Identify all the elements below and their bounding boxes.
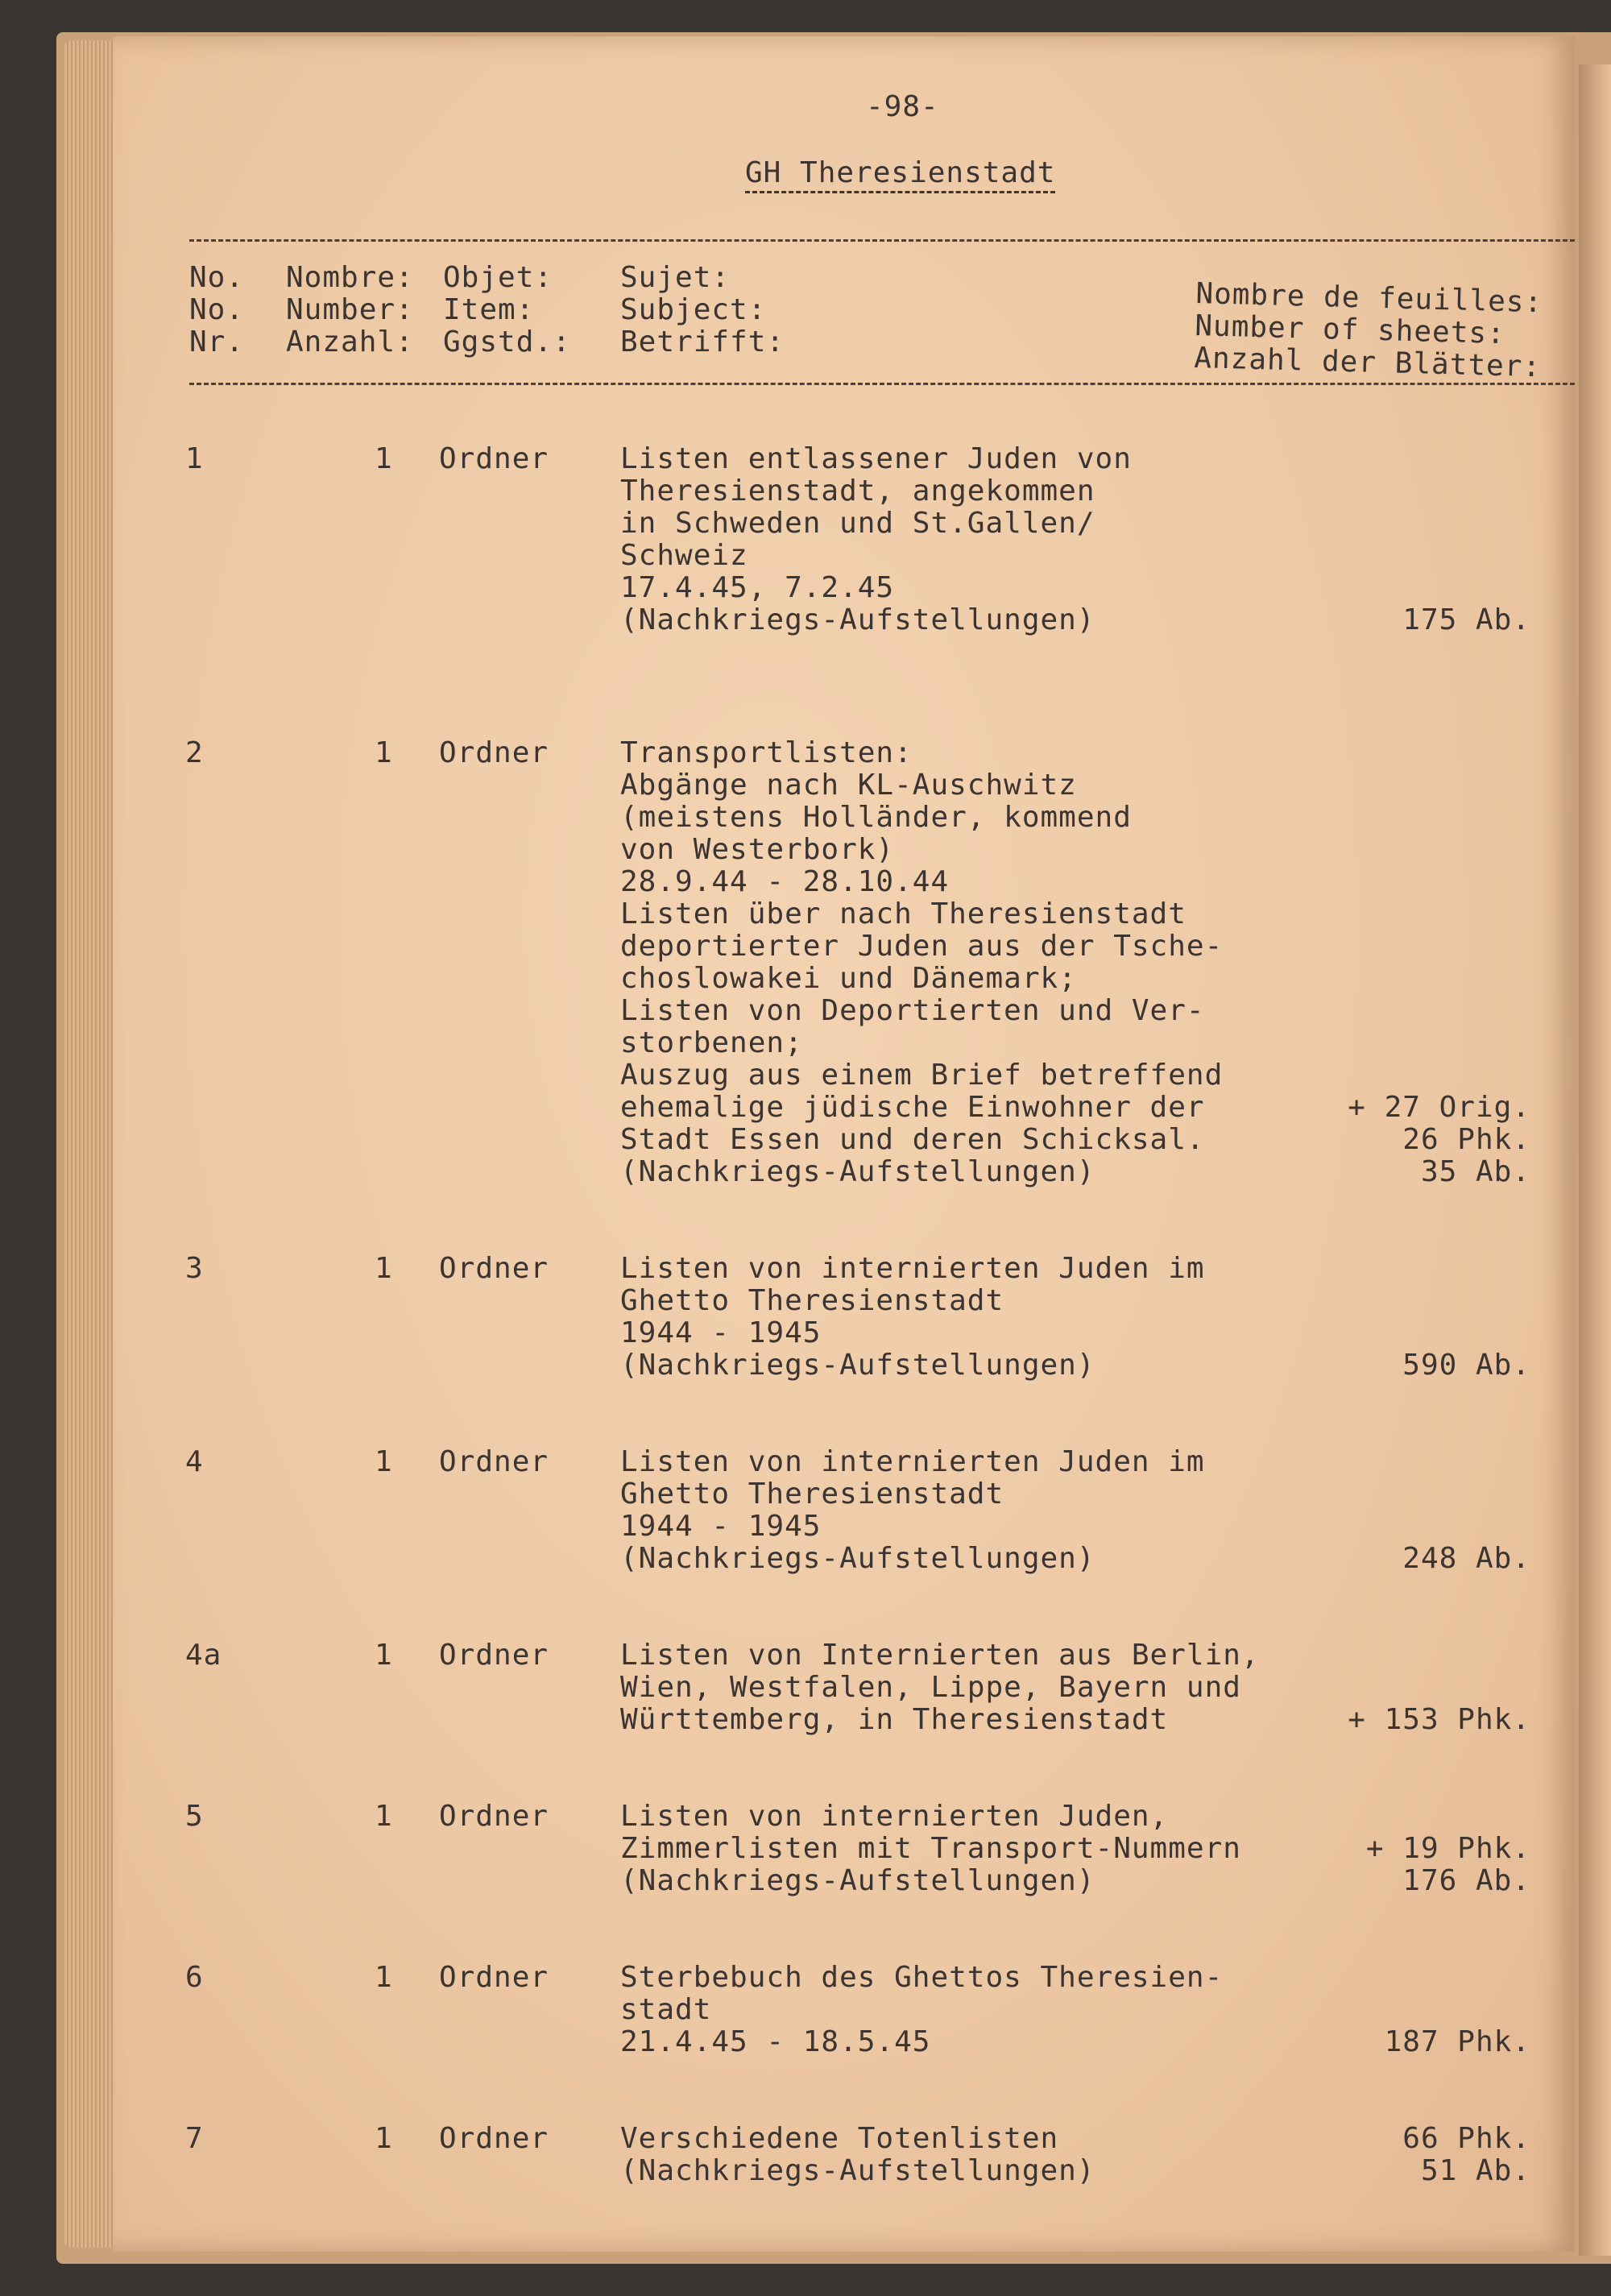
entry-subject-line: Abgänge nach KL-Auschwitz	[620, 769, 1077, 802]
entry-sheets-line	[1305, 995, 1530, 1027]
entry-subject	[620, 443, 1132, 636]
header-rule-bottom	[189, 383, 1575, 385]
entry-count: 1	[375, 1639, 393, 1672]
column-header-line: Ggstd.:	[443, 325, 571, 358]
entry-subject-line: ehemalige jüdische Einwohner der	[620, 1091, 1205, 1124]
entry-subject	[620, 1446, 1205, 1575]
entry-sheets-line: 248 Ab.	[1402, 1542, 1530, 1575]
entry-sheets-line: 66 Phk.	[1402, 2122, 1530, 2155]
entry-subject-line: (meistens Holländer, kommend	[620, 801, 1132, 834]
entry-sheets-line	[1305, 1317, 1530, 1349]
entry-subject	[620, 1801, 1241, 1897]
entry-sheets-line	[1305, 1059, 1530, 1092]
entry-subject-line: Theresienstadt, angekommen	[620, 475, 1095, 508]
entry-subject-line: 17.4.45, 7.2.45	[620, 571, 895, 604]
entry-subject-line: (Nachkriegs-Aufstellungen)	[620, 1155, 1095, 1188]
entry-subject-line: (Nachkriegs-Aufstellungen)	[620, 1542, 1095, 1575]
entry-count: 1	[375, 1800, 393, 1833]
entry-sheets-line: 51 Ab.	[1420, 2154, 1530, 2187]
entry-subject-line: Listen entlassener Juden von	[620, 442, 1132, 475]
entry-sheets	[1305, 1446, 1530, 1575]
entry-number: 6	[185, 1961, 204, 1994]
header-rule-top	[189, 239, 1575, 242]
facing-page-edge	[1579, 64, 1611, 2256]
column-header-sheets	[1194, 278, 1543, 383]
column-header-line: No.	[189, 293, 245, 326]
entry-subject-line: Listen über nach Theresienstadt	[620, 897, 1187, 930]
entry-subject-line: Listen von Internierten aus Berlin,	[620, 1639, 1260, 1672]
entry-sheets	[1305, 1253, 1530, 1382]
entry-subject-line: Ghetto Theresienstadt	[620, 1284, 1004, 1317]
entry-sheets-line	[1305, 475, 1530, 508]
entry-sheets-line	[1305, 1446, 1530, 1478]
column-header-item	[443, 262, 571, 358]
entry-sheets-line	[1305, 1285, 1530, 1317]
column-header-line: Item:	[443, 293, 535, 326]
entry-count: 1	[375, 1252, 393, 1285]
entry-subject-line: Auszug aus einem Brief betreffend	[620, 1059, 1224, 1092]
entry-subject-line: storbenen;	[620, 1026, 803, 1059]
entry-subject-line: deportierter Juden aus der Tsche-	[620, 930, 1224, 963]
entry-sheets-line: + 19 Phk.	[1365, 1832, 1530, 1865]
entry-subject-line: Listen von internierten Juden im	[620, 1252, 1205, 1285]
column-header-line: Sujet:	[620, 261, 731, 294]
column-header-line: Number of sheets:	[1194, 309, 1506, 351]
column-header-line: No.	[189, 261, 245, 294]
entry-subject	[620, 1253, 1205, 1382]
entry-sheets-line	[1305, 1511, 1530, 1543]
entry-count: 1	[375, 1445, 393, 1478]
entry-sheets-line	[1305, 1253, 1530, 1285]
column-header-no	[189, 262, 244, 358]
entry-subject-line: Schweiz	[620, 539, 748, 572]
entry-subject-line: Ghetto Theresienstadt	[620, 1477, 1004, 1511]
entry-sheets	[1305, 1801, 1530, 1897]
entry-subject-line: 28.9.44 - 28.10.44	[620, 865, 950, 898]
entry-number: 4	[185, 1445, 204, 1478]
column-header-line: Betrifft:	[620, 325, 785, 358]
document-page	[113, 36, 1575, 2252]
entry-subject-line: 1944 - 1945	[620, 1510, 822, 1543]
entry-number: 2	[185, 736, 204, 769]
entry-sheets	[1305, 1639, 1530, 1736]
entry-subject-line: Sterbebuch des Ghettos Theresien-	[620, 1961, 1224, 1994]
entry-sheets-line	[1305, 1478, 1530, 1511]
column-header-subject	[620, 262, 785, 358]
column-header-count	[286, 262, 414, 358]
entry-subject	[620, 1639, 1260, 1736]
entry-subject-line: (Nachkriegs-Aufstellungen)	[620, 603, 1095, 636]
entry-subject-line: in Schweden und St.Gallen/	[620, 507, 1095, 540]
entry-subject-line: Württemberg, in Theresienstadt	[620, 1703, 1169, 1736]
entry-sheets-line	[1305, 737, 1530, 769]
entry-sheets	[1305, 2123, 1530, 2187]
entry-subject-line: (Nachkriegs-Aufstellungen)	[620, 1864, 1095, 1897]
entry-sheets-line: 175 Ab.	[1402, 603, 1530, 636]
entry-sheets-line	[1305, 1639, 1530, 1672]
entry-item: Ordner	[439, 2122, 549, 2155]
entry-sheets-line: 26 Phk.	[1402, 1123, 1530, 1156]
entry-sheets-line: 187 Phk.	[1384, 2025, 1530, 2058]
entry-subject-line: (Nachkriegs-Aufstellungen)	[620, 1349, 1095, 1382]
column-header-line: Number:	[286, 293, 414, 326]
entry-item: Ordner	[439, 1961, 549, 1994]
entry-sheets-line	[1305, 1994, 1530, 2026]
entry-number: 7	[185, 2122, 204, 2155]
entry-sheets-line	[1305, 443, 1530, 475]
entry-count: 1	[375, 442, 393, 475]
entry-sheets-line	[1305, 769, 1530, 802]
entry-sheets-line: 176 Ab.	[1402, 1864, 1530, 1897]
entry-subject-line: Listen von internierten Juden,	[620, 1800, 1169, 1833]
entry-item: Ordner	[439, 1445, 549, 1478]
entry-subject-line: von Westerbork)	[620, 833, 895, 866]
entry-item: Ordner	[439, 442, 549, 475]
entry-count: 1	[375, 736, 393, 769]
entry-sheets-line	[1305, 898, 1530, 930]
entry-subject-line: Transportlisten:	[620, 736, 913, 769]
entry-sheets-line	[1305, 834, 1530, 866]
entry-sheets	[1305, 443, 1530, 636]
entry-sheets-line: + 27 Orig.	[1348, 1091, 1530, 1124]
entry-subject	[620, 2123, 1095, 2187]
entry-sheets-line: 35 Ab.	[1420, 1155, 1530, 1188]
page-number: -98-	[866, 90, 939, 123]
entry-sheets-line	[1305, 802, 1530, 834]
document-title: GH Theresienstadt	[745, 157, 1055, 193]
entry-subject-line: Listen von Deportierten und Ver-	[620, 994, 1205, 1027]
entry-sheets-line	[1305, 572, 1530, 604]
entry-subject-line: 21.4.45 - 18.5.45	[620, 2025, 931, 2058]
entry-subject-line: Listen von internierten Juden im	[620, 1445, 1205, 1478]
entry-sheets-line	[1305, 508, 1530, 540]
column-header-line: Subject:	[620, 293, 767, 326]
entry-number: 1	[185, 442, 204, 475]
entry-item: Ordner	[439, 1800, 549, 1833]
entry-subject	[620, 1962, 1223, 2058]
entry-count: 1	[375, 1961, 393, 1994]
column-header-line: Anzahl der Blätter:	[1193, 341, 1542, 384]
entry-sheets-line	[1305, 866, 1530, 898]
entry-item: Ordner	[439, 1639, 549, 1672]
entry-sheets-line	[1305, 1801, 1530, 1833]
entry-subject-line: Wien, Westfalen, Lippe, Bayern und	[620, 1671, 1241, 1704]
entry-subject-line: Verschiedene Totenlisten	[620, 2122, 1059, 2155]
column-header-line: Objet:	[443, 261, 553, 294]
entry-sheets-line	[1305, 1672, 1530, 1704]
entry-number: 5	[185, 1800, 204, 1833]
entry-number: 4a	[185, 1639, 222, 1672]
entry-item: Ordner	[439, 736, 549, 769]
entry-subject-line: choslowakei und Dänemark;	[620, 962, 1077, 995]
entry-sheets-line: + 153 Phk.	[1348, 1703, 1530, 1736]
entry-sheets	[1305, 1962, 1530, 2058]
column-header-line: Anzahl:	[286, 325, 414, 358]
column-header-line: Nombre:	[286, 261, 414, 294]
entry-sheets-line: 590 Ab.	[1402, 1349, 1530, 1382]
entry-sheets-line	[1305, 1962, 1530, 1994]
entry-count: 1	[375, 2122, 393, 2155]
column-header-line: Nr.	[189, 325, 245, 358]
entry-sheets-line	[1305, 540, 1530, 572]
entry-item: Ordner	[439, 1252, 549, 1285]
column-header-line: Nombre de feuilles:	[1195, 277, 1543, 320]
entry-subject-line: stadt	[620, 1993, 712, 2026]
entry-sheets-line	[1305, 1027, 1530, 1059]
entry-subject-line: 1944 - 1945	[620, 1316, 822, 1349]
entry-subject-line: Zimmerlisten mit Transport-Nummern	[620, 1832, 1241, 1865]
entry-sheets-line	[1305, 963, 1530, 995]
entry-subject	[620, 737, 1223, 1188]
entry-sheets	[1305, 737, 1530, 1188]
entry-subject-line: (Nachkriegs-Aufstellungen)	[620, 2154, 1095, 2187]
entry-number: 3	[185, 1252, 204, 1285]
entry-sheets-line	[1305, 930, 1530, 963]
entry-subject-line: Stadt Essen und deren Schicksal.	[620, 1123, 1205, 1156]
